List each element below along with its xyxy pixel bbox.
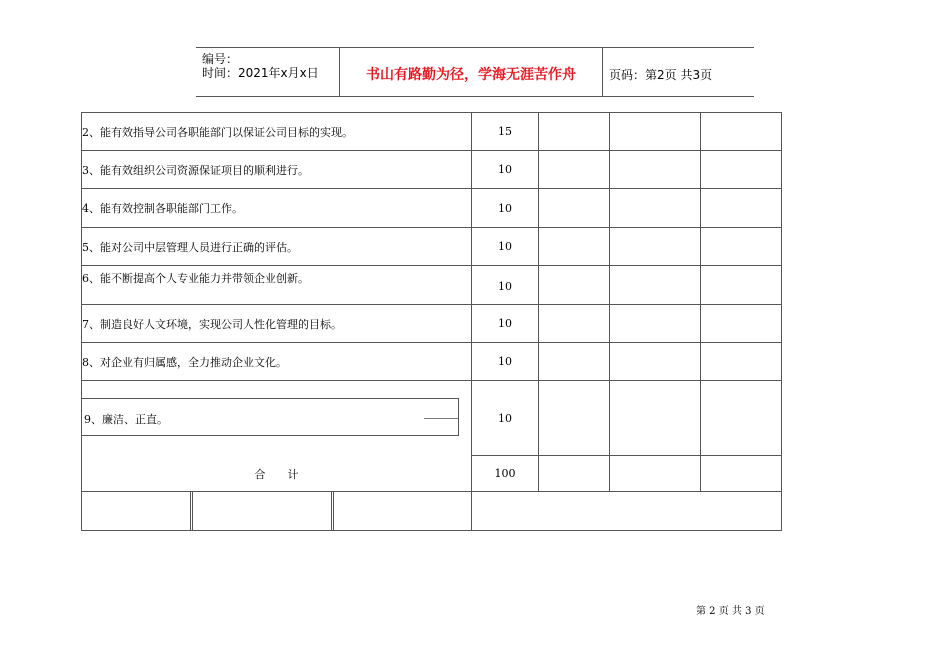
- table-row: [82, 343, 782, 381]
- rating-cell[interactable]: [701, 266, 782, 305]
- total-label: 合 计: [82, 456, 472, 492]
- rating-cell[interactable]: [701, 456, 782, 492]
- score-value: 10: [472, 228, 539, 266]
- criterion-text: 2、能有效指导公司各职能部门以保证公司目标的实现。: [82, 113, 472, 151]
- rating-cell[interactable]: [610, 456, 701, 492]
- header-divider-right: [602, 47, 603, 97]
- rating-cell[interactable]: [610, 228, 701, 266]
- rating-cell[interactable]: [539, 456, 610, 492]
- signature-cell-divider: [331, 492, 334, 530]
- table-row: [82, 151, 782, 189]
- rating-cell[interactable]: [701, 228, 782, 266]
- rating-cell[interactable]: [610, 381, 701, 456]
- rating-cell[interactable]: [610, 113, 701, 151]
- rating-cell[interactable]: [610, 151, 701, 189]
- rating-cell[interactable]: [701, 381, 782, 456]
- rating-cell[interactable]: [701, 151, 782, 189]
- rating-cell[interactable]: [539, 305, 610, 343]
- criterion-text: 4、能有效控制各职能部门工作。: [82, 189, 472, 228]
- dash-line: [424, 418, 458, 419]
- rating-cell[interactable]: [701, 113, 782, 151]
- page-label: 页码：第2页 共3页: [609, 68, 713, 82]
- rating-cell[interactable]: [610, 305, 701, 343]
- rating-cell[interactable]: [610, 343, 701, 381]
- rating-cell[interactable]: [701, 189, 782, 228]
- criterion-text: 3、能有效组织公司资源保证项目的顺利进行。: [82, 151, 472, 189]
- criterion-text: 6、能不断提高个人专业能力并带领企业创新。: [82, 266, 472, 305]
- total-score: 100: [472, 456, 539, 492]
- table-row: [82, 305, 782, 343]
- table-row: [82, 189, 782, 228]
- rating-cell[interactable]: [539, 151, 610, 189]
- table-row: [82, 228, 782, 266]
- rating-cell[interactable]: [701, 343, 782, 381]
- rating-cell[interactable]: [539, 343, 610, 381]
- criterion-text: 9、廉洁、正直。: [84, 413, 168, 426]
- rating-cell[interactable]: [539, 266, 610, 305]
- signature-cells: [82, 492, 472, 531]
- serial-label: 编号：: [202, 52, 239, 66]
- table-row: [82, 266, 782, 305]
- rating-cell[interactable]: [539, 113, 610, 151]
- score-value: 10: [472, 266, 539, 305]
- total-row: [82, 456, 782, 492]
- score-value: 15: [472, 113, 539, 151]
- rating-cell[interactable]: [610, 189, 701, 228]
- score-value: 10: [472, 151, 539, 189]
- score-value: 10: [472, 381, 539, 456]
- score-value: 10: [472, 305, 539, 343]
- header-bottom-rule: [196, 96, 754, 97]
- score-value: 10: [472, 189, 539, 228]
- rating-cell[interactable]: [539, 189, 610, 228]
- motto-text: 书山有路勤为径，学海无涯苦作舟: [366, 67, 576, 83]
- rating-cell[interactable]: [701, 305, 782, 343]
- criterion-text: 8、对企业有归属感，全力推动企业文化。: [82, 343, 472, 381]
- rating-cell[interactable]: [539, 228, 610, 266]
- table-row: [82, 113, 782, 151]
- rating-cell[interactable]: [610, 266, 701, 305]
- signature-wide-cell[interactable]: [472, 492, 782, 531]
- score-value: 10: [472, 343, 539, 381]
- evaluation-table: [81, 112, 782, 531]
- rating-cell[interactable]: [539, 381, 610, 456]
- criterion-9-box: [81, 398, 459, 436]
- page-footer: 第 2 页 共 3 页: [696, 606, 765, 617]
- criterion-text: 5、能对公司中层管理人员进行正确的评估。: [82, 228, 472, 266]
- signature-row: [82, 492, 782, 531]
- criterion-text: 7、制造良好人文环境，实现公司人性化管理的目标。: [82, 305, 472, 343]
- time-label: 时间：2021年x月x日: [202, 66, 319, 80]
- signature-cell-divider: [190, 492, 193, 530]
- header-top-rule: [196, 47, 754, 48]
